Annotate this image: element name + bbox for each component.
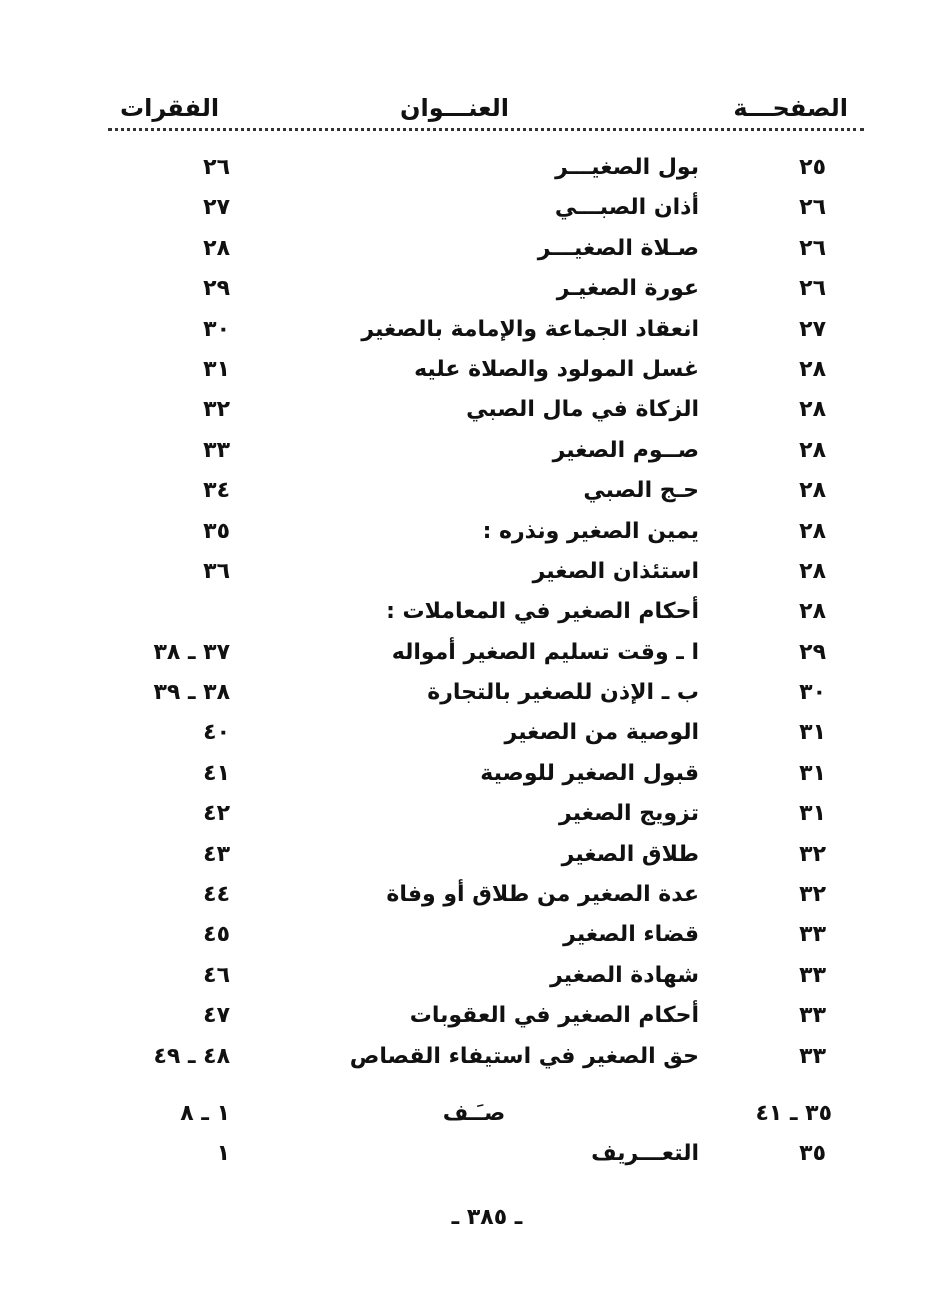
toc-paragraphs: ١ ـ ٨ xyxy=(180,1100,230,1126)
toc-title: يمين الصغير ونذره : xyxy=(482,518,699,544)
toc-row xyxy=(0,431,944,471)
toc-title: قبول الصغير للوصية xyxy=(480,760,699,786)
toc-title: ا ـ وقت تسليم الصغير أمواله xyxy=(391,639,699,665)
toc-row-section-heading xyxy=(0,592,944,632)
toc-paragraphs: ١ xyxy=(216,1141,230,1167)
toc-title: استئذان الصغير xyxy=(532,558,699,584)
toc-paragraphs: ٤٣ xyxy=(203,841,230,867)
toc-page: ٢٦ xyxy=(799,195,826,221)
toc-title: أحكام الصغير في العقوبات xyxy=(409,1003,699,1029)
toc-paragraphs: ٤٢ xyxy=(203,801,230,827)
table-of-contents xyxy=(0,148,944,1175)
toc-title: ب ـ الإذن للصغير بالتجارة xyxy=(427,680,699,706)
toc-page: ٣٣ xyxy=(799,962,826,988)
toc-row xyxy=(0,512,944,552)
toc-title: تزويج الصغير xyxy=(559,801,699,827)
toc-paragraphs: ٢٦ xyxy=(203,155,230,180)
toc-page: ٢٨ xyxy=(799,478,826,504)
toc-title: صـلاة الصغيـــر xyxy=(537,235,699,261)
toc-page: ٢٨ xyxy=(799,518,826,544)
toc-title: بول الصغيـــر xyxy=(555,155,699,180)
toc-row xyxy=(0,835,944,875)
toc-title: التعـــريف xyxy=(591,1141,699,1167)
toc-title: الوصية من الصغير xyxy=(504,720,699,746)
toc-page: ٣٥ xyxy=(799,1141,826,1167)
toc-row xyxy=(0,1134,944,1174)
dotted-divider xyxy=(108,128,864,131)
toc-title: أذان الصبـــي xyxy=(554,195,699,221)
toc-title: عورة الصغيـر xyxy=(556,276,699,302)
toc-paragraphs: ٣٢ xyxy=(203,397,230,423)
toc-row xyxy=(0,875,944,915)
toc-row xyxy=(0,471,944,511)
toc-page: ٢٥ xyxy=(799,155,826,180)
toc-page: ٢٨ xyxy=(799,356,826,382)
toc-row xyxy=(0,269,944,309)
toc-title: حـج الصبي xyxy=(583,478,699,504)
toc-title: طلاق الصغير xyxy=(561,841,699,867)
toc-title: الزكاة في مال الصبي xyxy=(466,397,699,423)
toc-row xyxy=(0,188,944,228)
toc-title: غسل المولود والصلاة عليه xyxy=(414,356,699,382)
toc-page: ٣٣ xyxy=(799,922,826,948)
toc-title: قضاء الصغير xyxy=(563,922,699,948)
toc-paragraphs: ٣٣ xyxy=(203,437,230,463)
toc-chapter-title: صـَـف xyxy=(442,1100,506,1126)
toc-row xyxy=(0,713,944,753)
toc-page: ٢٦ xyxy=(799,235,826,261)
toc-title: شهادة الصغير xyxy=(550,962,699,988)
toc-page: ٢٨ xyxy=(799,599,826,625)
toc-row xyxy=(0,633,944,673)
toc-paragraphs: ٣٨ ـ ٣٩ xyxy=(153,680,230,706)
toc-row xyxy=(0,754,944,794)
toc-paragraphs: ٤٨ ـ ٤٩ xyxy=(153,1043,230,1069)
toc-page: ٣١ xyxy=(799,801,826,827)
toc-title: عدة الصغير من طلاق أو وفاة xyxy=(386,882,699,908)
toc-row xyxy=(0,350,944,390)
toc-paragraphs: ٤٥ xyxy=(203,922,230,948)
toc-row xyxy=(0,794,944,834)
toc-paragraphs: ٣٤ xyxy=(203,478,230,504)
toc-row xyxy=(0,956,944,996)
toc-title: صــوم الصغير xyxy=(552,437,699,463)
toc-paragraphs: ٢٩ xyxy=(203,276,230,302)
toc-paragraphs: ٢٨ xyxy=(203,235,230,261)
toc-page: ٣٢ xyxy=(799,882,826,908)
toc-paragraphs: ٣٥ xyxy=(203,518,230,544)
column-header-title: العنـــوان xyxy=(400,94,509,122)
toc-page: ٣١ xyxy=(799,760,826,786)
toc-page: ٢٦ xyxy=(799,276,826,302)
toc-page: ٣١ xyxy=(799,720,826,746)
toc-row-chapter xyxy=(0,1094,944,1134)
toc-title: أحكام الصغير في المعاملات : xyxy=(386,599,699,625)
toc-paragraphs: ٣٠ xyxy=(203,316,230,342)
toc-title: انعقاد الجماعة والإمامة بالصغير xyxy=(361,316,699,342)
toc-page: ٣٢ xyxy=(799,841,826,867)
toc-row xyxy=(0,229,944,269)
toc-page: ٢٩ xyxy=(799,639,826,665)
toc-paragraphs: ٢٧ xyxy=(203,195,230,221)
page-number: ـ ٣٨٥ ـ xyxy=(451,1205,523,1230)
toc-row xyxy=(0,148,944,188)
toc-row xyxy=(0,996,944,1036)
toc-paragraphs: ٣١ xyxy=(203,356,230,382)
toc-page: ٣٣ xyxy=(799,1043,826,1069)
toc-row xyxy=(0,1037,944,1077)
toc-page: ٣٥ ـ ٤١ xyxy=(755,1100,832,1126)
toc-paragraphs: ٤٠ xyxy=(203,720,230,746)
toc-row xyxy=(0,915,944,955)
toc-paragraphs: ٤١ xyxy=(203,760,230,786)
toc-row xyxy=(0,310,944,350)
toc-page: ٣٣ xyxy=(799,1003,826,1029)
toc-page: ٣٠ xyxy=(799,680,826,706)
toc-page: ٢٨ xyxy=(799,437,826,463)
toc-page: ٢٨ xyxy=(799,558,826,584)
toc-paragraphs: ٣٧ ـ ٣٨ xyxy=(153,639,230,665)
toc-row xyxy=(0,390,944,430)
column-header-paragraphs: الفقرات xyxy=(120,94,220,122)
toc-page: ٢٧ xyxy=(799,316,826,342)
column-header-page: الصفحـــة xyxy=(733,94,848,122)
toc-row xyxy=(0,552,944,592)
toc-paragraphs: ٤٤ xyxy=(203,882,230,908)
toc-title: حق الصغير في استيفاء القصاص xyxy=(349,1043,699,1069)
toc-paragraphs: ٣٦ xyxy=(203,558,230,584)
toc-row xyxy=(0,673,944,713)
toc-paragraphs: ٤٧ xyxy=(203,1003,230,1029)
toc-paragraphs: ٤٦ xyxy=(203,962,230,988)
toc-page: ٢٨ xyxy=(799,397,826,423)
